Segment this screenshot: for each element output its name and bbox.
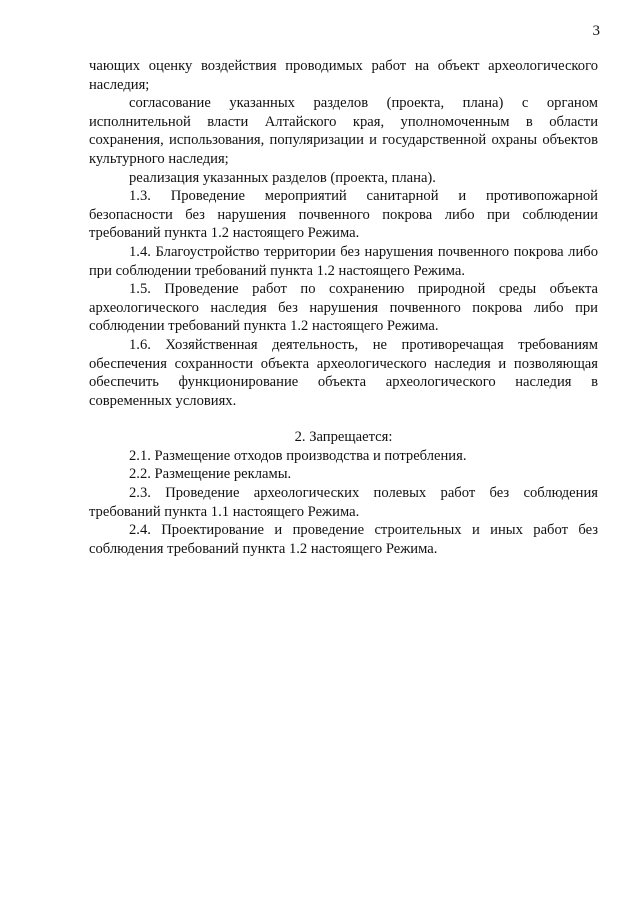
section-2-heading: 2. Запрещается: — [294, 429, 393, 446]
item-2-4: 2.4. Проектирование и проведение строительных и иных работ без соблюдения требований пункта 1.2 настоящего Режима. — [89, 522, 598, 557]
paragraph-continuation: чающих оценку воздействия проводимых работ на объект археологического наследия; — [89, 58, 598, 93]
page-number: 3 — [592, 23, 600, 39]
item-2-3: 2.3. Проведение археологических полевых работ без соблюдения требований пункта 1.1 настоящего Режима. — [89, 485, 598, 520]
paragraph-approval: согласование указанных разделов (проекта, плана) с органом исполнительной власти Алтайского края, уполномоченным в области сохранения, использования, популяризации и государственной охраны объектов культурного наследия; — [89, 95, 598, 167]
item-2-2: 2.2. Размещение рекламы. — [129, 466, 292, 483]
paragraph-implementation: реализация указанных разделов (проекта, плана). — [129, 169, 436, 186]
paragraph-1-4: 1.4. Благоустройство территории без нарушения почвенного покрова либо при соблюдении требований пункта 1.2 настоящего Режима. — [89, 243, 598, 279]
paragraph-1-3: 1.3. Проведение мероприятий санитарной и противопожарной безопасности без нарушения почвенного покрова либо при соблюдении требований пункта 1.2 настоящего Режима. — [89, 188, 598, 242]
paragraph-1-5: 1.5. Проведение работ по сохранению природной среды объекта археологического наследия без нарушения почвенного покрова либо при соблюдении требований пункта 1.2 настоящего Режима. — [89, 281, 598, 335]
item-2-1: 2.1. Размещение отходов производства и потребления. — [129, 447, 467, 464]
document-body — [89, 57, 598, 558]
paragraph-1-6: 1.6. Хозяйственная деятельность, не противоречащая требованиям обеспечения сохранности объекта археологического наследия и позволяющая обеспечить функционирование объекта археологического наследия в современных условиях. — [89, 336, 598, 409]
